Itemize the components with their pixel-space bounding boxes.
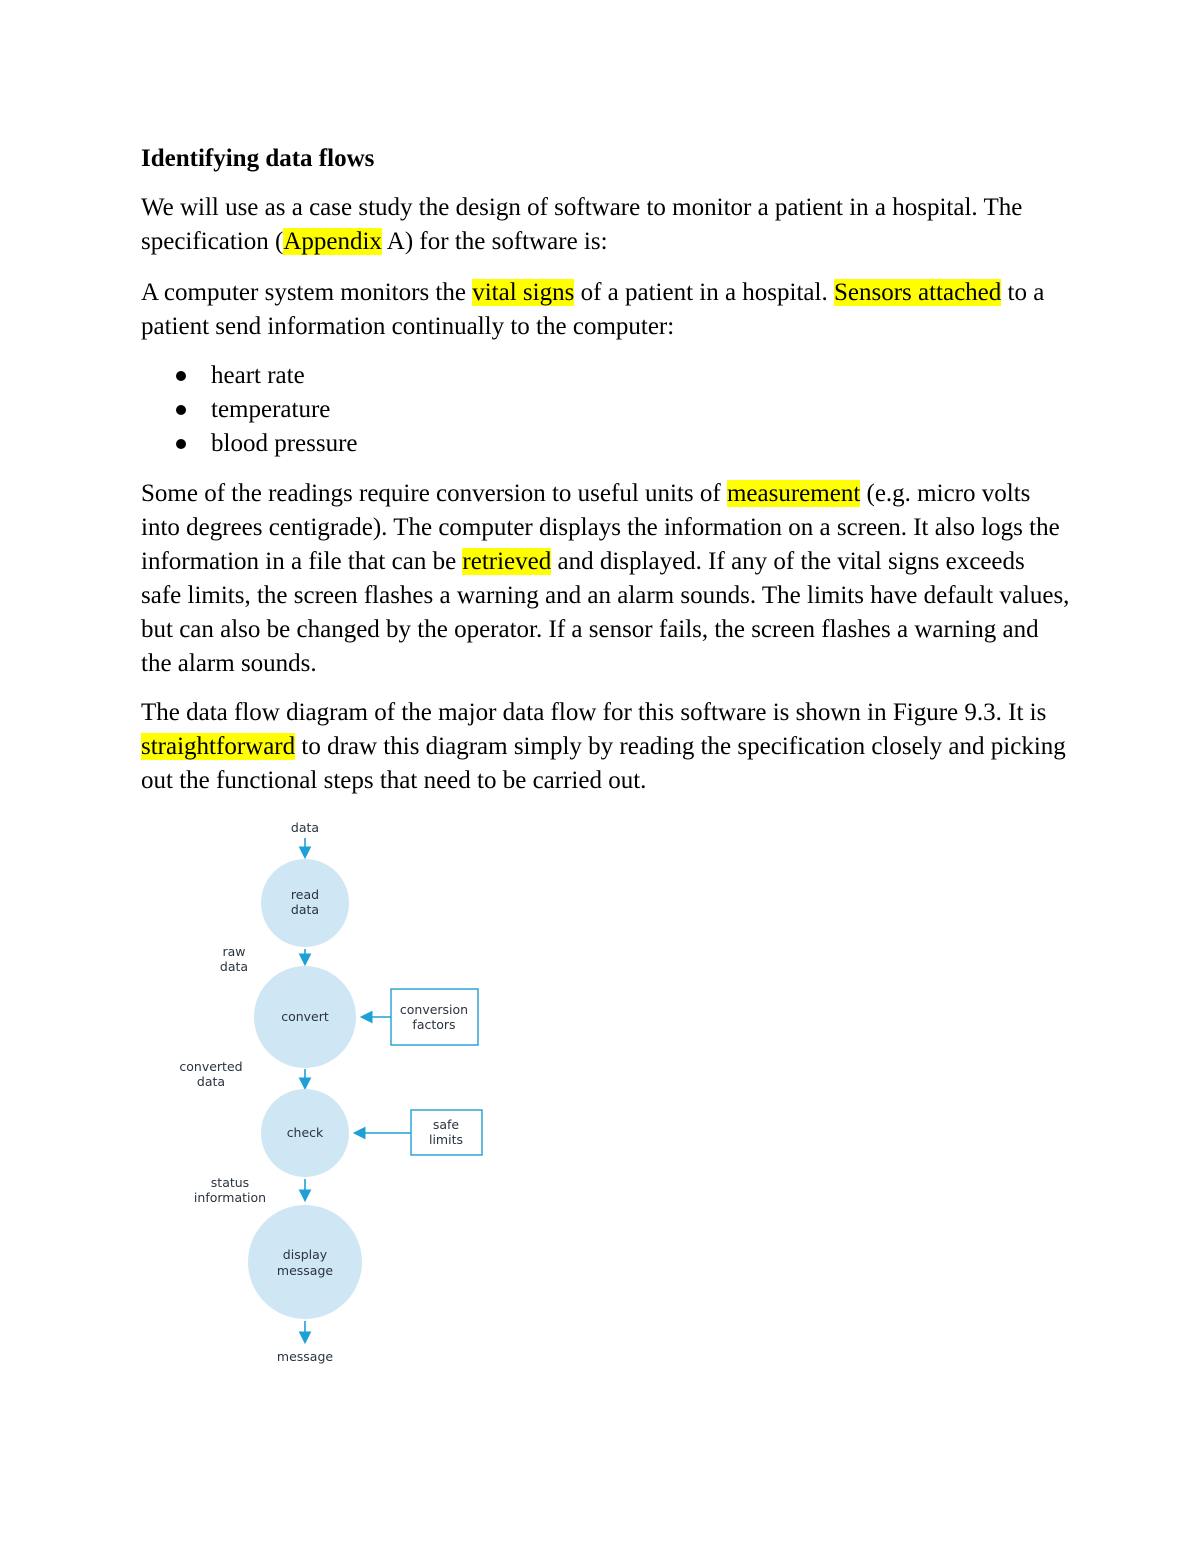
diagram-intro-paragraph [141,696,1071,798]
check-label: check [286,1125,324,1140]
display-message-label-line1: display [282,1247,328,1262]
convert-label: convert [281,1009,329,1024]
list-item [141,359,358,393]
safe-limits-label-line2: limits [428,1132,464,1147]
highlight-straightforward: straightforward [141,733,296,760]
list-item-label: temperature [211,396,331,423]
intro-paragraph [141,191,1071,259]
conv-text-3: and displayed. If any of the vital signs exceeds safe limits, the screen flashes a warning and an alarm sounds. The limits have default values, but can also be changed by the operator. If a sensor fails, the screen flashes a warning and the alarm sounds. [141,548,1070,677]
spec-text-1: A computer system monitors the [141,279,473,306]
intro-text-2: A) for the software is: [381,228,608,255]
converted-data-label-line1: converted [179,1059,243,1074]
bullet-icon [176,405,186,415]
vital-signs-list [141,359,358,461]
status-information-label-line1: status [210,1175,250,1190]
safe-limits-label-line1: safe [432,1117,460,1132]
converted-data-label-line2: data [196,1074,226,1089]
display-message-process [248,1205,362,1319]
input-data-label: data [290,820,320,835]
conv-text-2: (e.g. micro volts into degrees centigrade). The computer displays the information on a screen. It also logs the information in a file that can be [141,480,1060,575]
list-item [141,427,358,461]
conversion-paragraph [141,477,1071,681]
read-data-label-line1: read [290,887,320,902]
highlight-measurement: measurement [726,480,861,507]
section-heading: Identifying data flows [141,145,375,172]
specification-paragraph [141,276,1071,344]
list-item [141,393,358,427]
bullet-icon [176,439,186,449]
highlight-vital-signs: vital signs [472,279,575,306]
list-item-label: blood pressure [211,430,358,457]
diag-text-2: to draw this diagram simply by reading the specification closely and picking out the functional steps that need to be carried out. [141,733,1066,794]
raw-data-label-line2: data [219,959,249,974]
output-message-label: message [276,1349,334,1364]
display-message-label-line2: message [276,1263,334,1278]
highlight-appendix: Appendix [283,228,382,255]
spec-text-3: to a patient send information continually to the computer: [141,279,1045,340]
spec-text-2: of a patient in a hospital. [574,279,834,306]
conv-text-1: Some of the readings require conversion to useful units of [141,480,727,507]
data-flow-diagram [170,810,510,1380]
diag-text-1: The data flow diagram of the major data flow for this software is shown in Figure 9.3. It is [141,699,1047,726]
status-information-label-line2: information [193,1190,267,1205]
highlight-retrieved: retrieved [462,548,552,575]
raw-data-label-line1: raw [222,944,246,959]
conversion-factors-label-line2: factors [412,1017,456,1032]
read-data-label-line2: data [290,902,320,917]
highlight-sensors-attached: Sensors attached [833,279,1002,306]
conversion-factors-label-line1: conversion [399,1002,469,1017]
list-item-label: heart rate [211,362,305,389]
intro-text-1: We will use as a case study the design of software to monitor a patient in a hospital. The specification ( [141,194,1023,255]
bullet-icon [176,371,186,381]
